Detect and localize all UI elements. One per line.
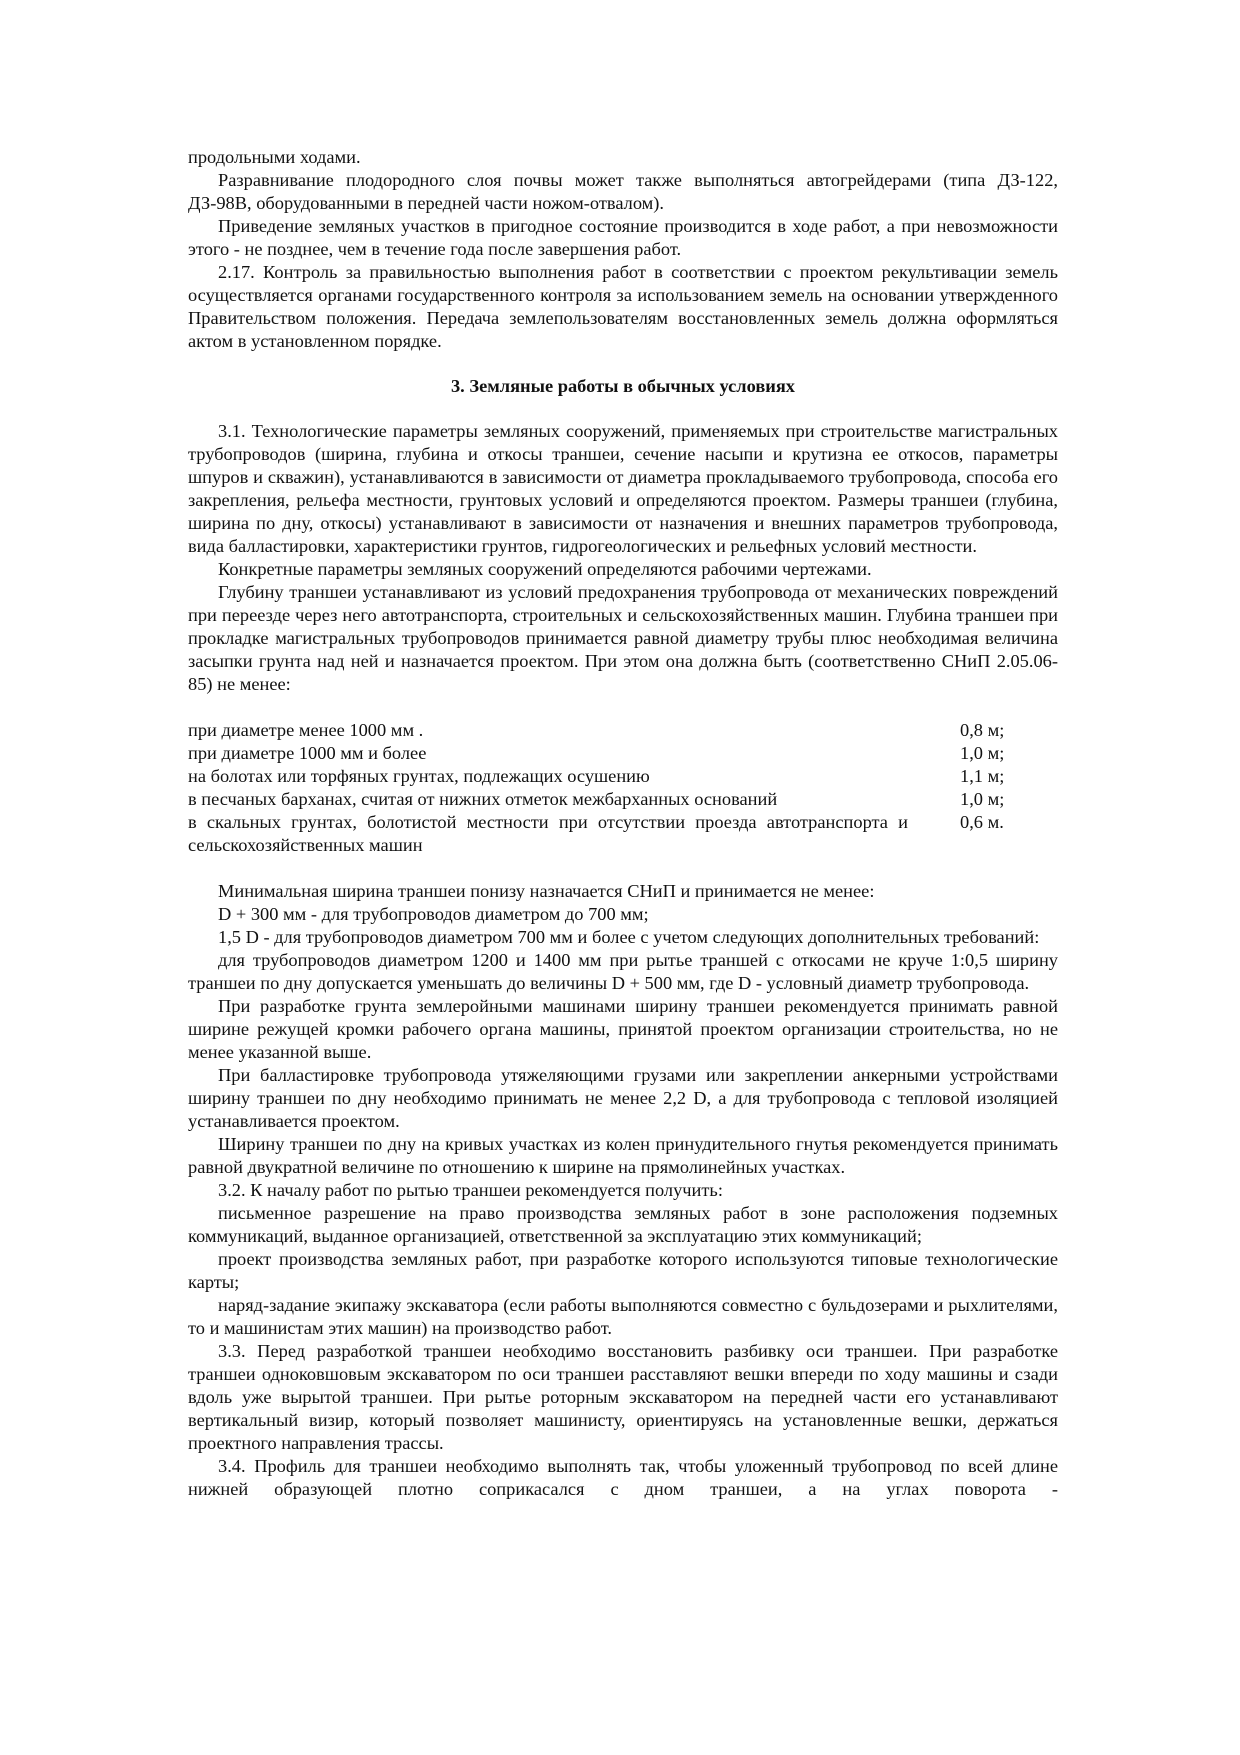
paragraph: наряд-задание экипажу экскаватора (если работы выполняются совместно с бульдозерами и рыхлителями, то и машинистам этих машин) на производство работ. — [188, 1295, 1058, 1338]
paragraph: Конкретные параметры земляных сооружений определяются рабочими чертежами. — [218, 559, 872, 579]
paragraph: 3.1. Технологические параметры земляных сооружений, применяемых при строительстве магистральных трубопроводов (ширина, глубина и откосы траншеи, сечение насыпи и крутизна ее откосов, параметры шпуров и скважин), устанавливаются в зависимости от диаметра прокладываемого трубопровода, способа его закрепления, рельефа местности, грунтовых условий и определяются проектом. Размеры траншеи (глубина, ширина по дну, откосы) устанавливают в зависимости от назначения и внешних параметров трубопровода, вида балластировки, характеристики грунтов, гидрогеологических и рельефных условий местности. — [188, 421, 1058, 556]
paragraph: продольными ходами. — [188, 147, 361, 167]
paragraph: Глубину траншеи устанавливают из условий предохранения трубопровода от механических повреждений при переезде через него автотранспорта, строительных и сельскохозяйственных машин. Глубина траншеи при прокладке магистральных трубопроводов принимается равной диаметру трубы плюс необходимая величина засыпки грунта над ней и назначается проектом. При этом она должна быть (соответственно СНиП 2.05.06-85) не менее: — [188, 582, 1058, 694]
requirement-value: 0,8 м; — [960, 720, 1005, 740]
paragraph: При балластировке трубопровода утяжеляющими грузами или закреплении анкерными устройствами ширину траншеи по дну необходимо принимать не менее 2,2 D, а для трубопровода с тепловой изоляцией устанавливается проектом. — [188, 1065, 1058, 1131]
section-heading: 3. Земляные работы в обычных условиях — [450, 376, 795, 396]
paragraph: При разработке грунта землеройными машинами ширину траншеи рекомендуется принимать равной ширине режущей кромки рабочего органа машины, принятой проектом организации строительства, но не менее указанной выше. — [188, 996, 1058, 1062]
paragraph: 1,5 D - для трубопроводов диаметром 700 мм и более с учетом следующих дополнительных требований: — [218, 927, 1040, 947]
requirement-row — [188, 788, 1058, 811]
paragraph: D + 300 мм - для трубопроводов диаметром до 700 мм; — [218, 904, 649, 924]
requirement-condition: в песчаных барханах, считая от нижних отметок межбарханных оснований — [188, 789, 778, 809]
paragraph: Ширину траншеи по дну на кривых участках из колен принудительного гнутья рекомендуется принимать равной двукратной величине по отношению к ширине на прямолинейных участках. — [188, 1134, 1058, 1177]
paragraph: для трубопроводов диаметром 1200 и 1400 мм при рытье траншей с откосами не круче 1:0,5 ширину траншеи по дну допускается уменьшать до величины D + 500 мм, где D - условный диаметр трубопровода. — [188, 950, 1058, 993]
requirement-condition: при диаметре 1000 мм и более — [188, 743, 427, 763]
paragraph: письменное разрешение на право производства земляных работ в зоне расположения подземных коммуникаций, выданное организацией, ответственной за эксплуатацию этих коммуникаций; — [188, 1203, 1058, 1246]
requirement-value: 1,0 м; — [960, 789, 1005, 809]
bottom-section — [188, 880, 1058, 1501]
requirement-condition: на болотах или торфяных грунтах, подлежащих осушению — [188, 766, 650, 786]
paragraph: 2.17. Контроль за правильностью выполнения работ в соответствии с проектом рекультивации земель осуществляется органами государственного контроля за использованием земель на основании утвержденного Правительством положения. Передача землепользователям восстановленных земель должна оформляться актом в установленном порядке. — [188, 262, 1058, 351]
requirement-row — [188, 811, 1058, 857]
paragraph: 3.3. Перед разработкой траншеи необходимо восстановить разбивку оси траншеи. При разработке траншеи одноковшовым экскаватором по оси траншеи расставляют вешки впереди по ходу машины и сзади вдоль уже вырытой траншеи. При рытье роторным экскаватором на передней части его устанавливают вертикальный визир, который позволяет машинисту, ориентируясь на установленные вешки, держаться проектного направления трассы. — [188, 1341, 1058, 1453]
paragraph: Разравнивание плодородного слоя почвы может также выполняться автогрейдерами (типа ДЗ-122, ДЗ-98В, оборудованными в передней части ножом-отвалом). — [188, 170, 1058, 213]
paragraph: проект производства земляных работ, при разработке которого используются типовые технологические карты; — [188, 1249, 1058, 1292]
document-page — [188, 146, 1058, 1501]
top-section — [188, 146, 1058, 353]
requirement-condition: в скальных грунтах, болотистой местности при отсутствии проезда автотранспорта и сельскохозяйственных машин — [188, 812, 908, 855]
middle-section — [188, 420, 1058, 696]
requirement-row — [188, 765, 1058, 788]
paragraph: Приведение земляных участков в пригодное состояние производится в ходе работ, а при невозможности этого - не позднее, чем в течение года после завершения работ. — [188, 216, 1058, 259]
paragraph: Минимальная ширина траншеи понизу назначается СНиП и принимается не менее: — [218, 881, 875, 901]
spacer — [188, 857, 1058, 880]
requirement-row — [188, 742, 1058, 765]
paragraph: 3.2. К началу работ по рытью траншеи рекомендуется получить: — [218, 1180, 723, 1200]
depth-requirements-list — [188, 719, 1058, 857]
requirement-row — [188, 719, 1058, 742]
requirement-condition: при диаметре менее 1000 мм . — [188, 720, 424, 740]
spacer — [188, 696, 1058, 719]
requirement-value: 1,1 м; — [960, 766, 1005, 786]
requirement-value: 1,0 м; — [960, 743, 1005, 763]
paragraph: 3.4. Профиль для траншеи необходимо выполнять так, чтобы уложенный трубопровод по всей длине нижней образующей плотно соприкасался с дном траншеи, а на углах поворота - — [188, 1456, 1058, 1499]
requirement-value: 0,6 м. — [960, 812, 1004, 832]
